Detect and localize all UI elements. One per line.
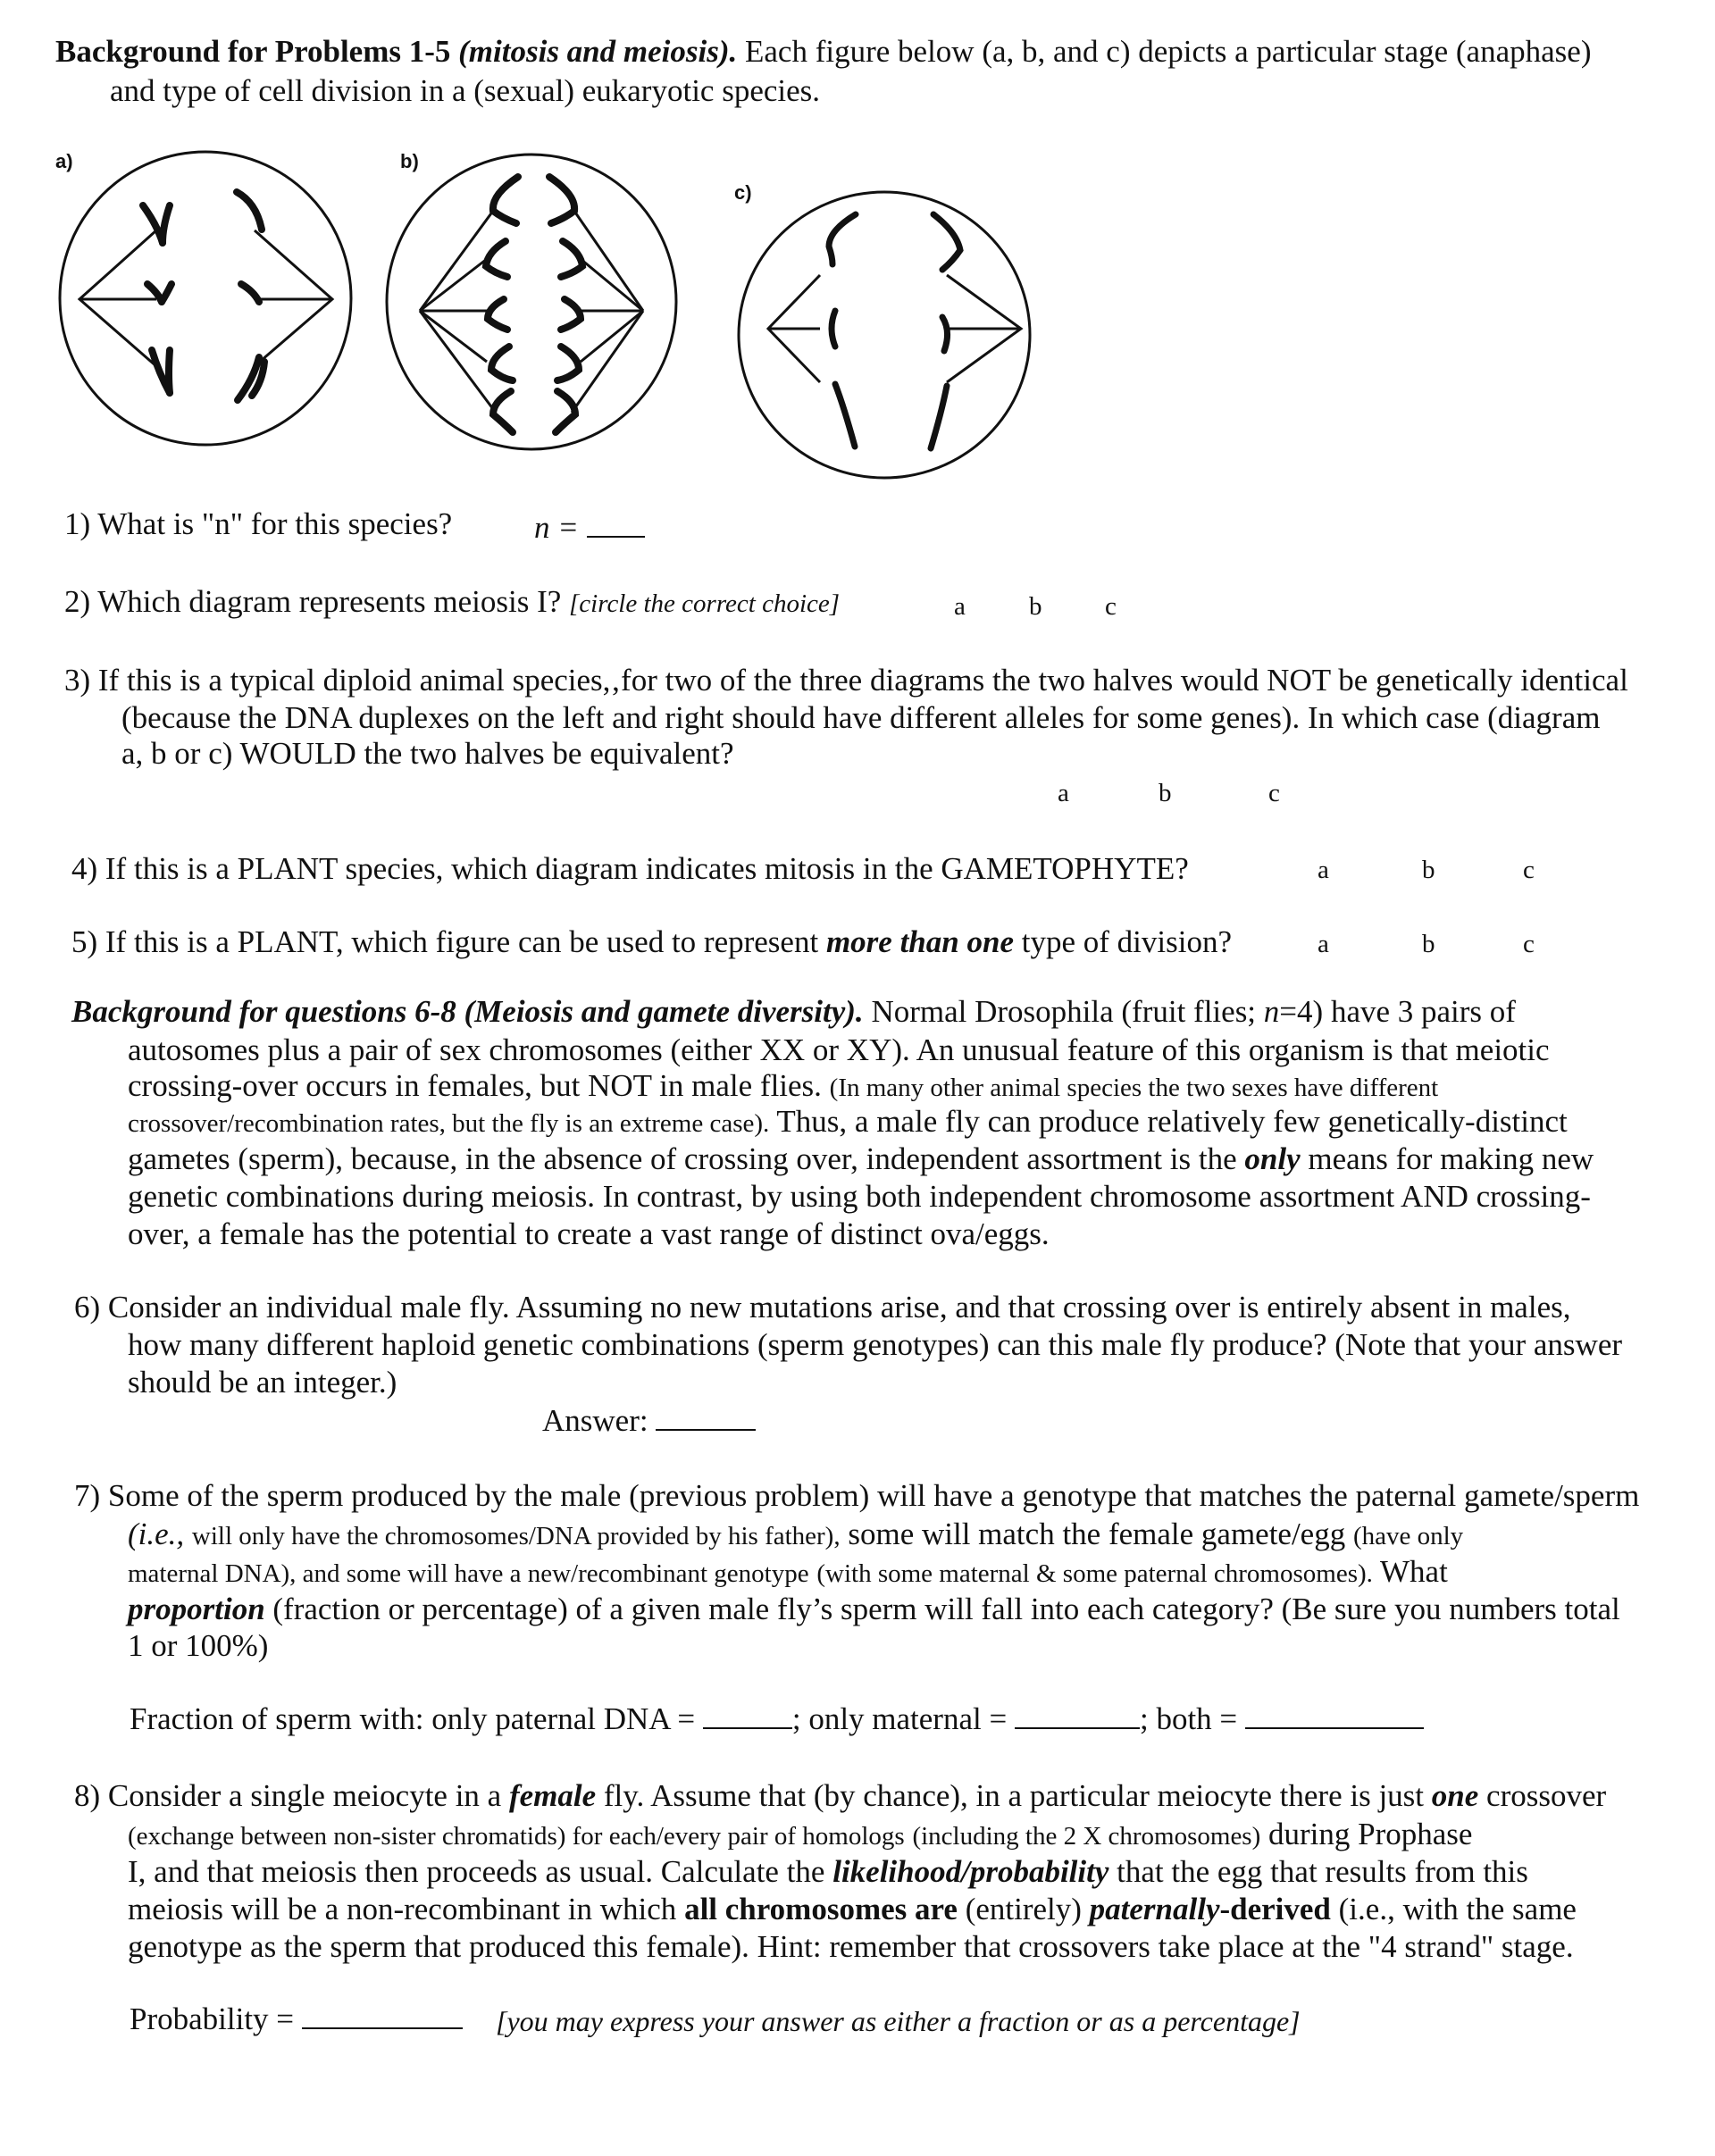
q7-l2-b: some will match the female gamete/egg [848,1517,1346,1551]
question-8-line2 [128,1818,1472,1850]
q8-l1-b: fly. Assume that (by chance), in a particular meiocyte there is just [603,1778,1425,1813]
figure-c-label: c) [734,181,752,204]
background-6-8-line1 [71,996,1516,1027]
question-1-answer [534,511,645,543]
bg68-l4-a: crossover/recombination rates, but the fly is an extreme case). [128,1109,770,1138]
q2-choice-a[interactable]: a [954,592,966,621]
q7-l4-b: (fraction or percentage) of a given male fly’s sperm will fall into each category? (Be sure you numbers total [272,1592,1620,1626]
question-5 [71,926,1232,957]
question-8-line3 [128,1856,1528,1887]
background-6-8-title: Background for questions 6-8 (Meiosis and gamete diversity). [71,994,864,1029]
question-5-text-a: 5) If this is a PLANT, which figure can be used to represent [71,924,819,959]
q8-l3-b: that the egg that results from this [1117,1854,1528,1889]
q8-l4-c: (i.e., with the same [1338,1892,1577,1926]
question-8-probability-row [130,2002,463,2035]
question-8-line5: genotype as the sperm that produced this female). Hint: remember that crossovers take place at the "4 strand" stage. [128,1929,1574,1964]
question-3-line3: a, b or c) WOULD the two halves be equivalent? [121,736,734,771]
bg68-l4-b: Thus, a male fly can produce relatively few genetically-distinct [776,1104,1568,1139]
q7-fill-both-label: ; both = [1139,1701,1238,1736]
q7-both-blank[interactable] [1245,1702,1424,1729]
background-6-8-line4 [128,1106,1568,1137]
q8-l1-a: 8) Consider a single meiocyte in a [74,1778,502,1813]
q7-l3-a: maternal DNA), and some will have a new/recombinant genotype [128,1559,809,1588]
cell-c-diagram [739,192,1030,478]
q2-choice-c[interactable]: c [1105,592,1117,621]
bg68-l5-a: gametes (sperm), because, in the absence of crossing over, independent assortment is the [128,1141,1237,1176]
cell-b-diagram [387,155,676,449]
q8-l2-c: during Prophase [1268,1817,1473,1851]
background-6-8-text-b: =4) have 3 pairs of [1279,994,1516,1029]
q8-entirely: (entirely) [965,1892,1082,1926]
q8-l4-a: meiosis will be a non-recombinant in which [128,1892,677,1926]
q7-fill-maternal-label: ; only maternal = [791,1701,1008,1736]
q2-choice-b[interactable]: b [1029,592,1042,621]
q7-proportion: proportion [128,1592,265,1626]
question-8-line1 [74,1780,1606,1811]
question-2-hint: [circle the correct choice] [569,589,841,618]
bg68-l3-b: (In many other animal species the two sexes have different [829,1074,1439,1102]
question-7-fill-row [130,1702,1424,1734]
q3-choice-c[interactable]: c [1268,779,1280,807]
q3-choice-a[interactable]: a [1058,779,1069,807]
question-1: 1) What is "n" for this species? [64,506,453,541]
question-4: 4) If this is a PLANT species, which diagram indicates mitosis in the GAMETOPHYTE? [71,851,1189,886]
q7-maternal-blank[interactable] [1015,1702,1140,1729]
background-1-5-line1 [55,36,1591,67]
q6-answer-blank[interactable] [656,1404,756,1431]
q7-ie: (i.e., [128,1517,185,1551]
question-5-emphasis: more than one [825,924,1014,959]
q8-one: one [1431,1778,1479,1813]
q8-l1-c: crossover [1486,1778,1607,1813]
q8-all-chromosomes: all chromosomes are [684,1892,958,1926]
q7-paternal-blank[interactable] [703,1702,792,1729]
q8-derived: -derived [1219,1892,1331,1926]
q7-l2-c: (have only [1352,1522,1464,1550]
background-1-5-text: Each figure below (a, b, and c) depicts a particular stage (anaphase) [745,34,1592,69]
q8-likelihood: likelihood/probability [832,1854,1109,1889]
background-1-5-line2: and type of cell division in a (sexual) eukaryotic species. [110,73,821,108]
q7-l3-c: What [1380,1554,1448,1589]
probability-hint: [you may express your answer as either a fraction or as a percentage] [496,2005,1301,2037]
question-3-line1: 3) If this is a typical diploid animal species,‚for two of the three diagrams the two halves would NOT be genetically identical [64,663,1628,698]
q7-l3-b: (with some maternal & some paternal chromosomes). [816,1559,1373,1588]
question-7-line1: 7) Some of the sperm produced by the male (previous problem) will have a genotype that matches the paternal gamete/sperm [74,1478,1640,1513]
question-6-answer [542,1404,756,1436]
q8-l2-a: (exchange between non-sister chromatids) for each/every pair of homologs [128,1822,905,1851]
q4-choice-a[interactable]: a [1318,856,1329,884]
q7-fill-paternal-label: Fraction of sperm with: only paternal DNA = [130,1701,696,1736]
question-6-line1: 6) Consider an individual male fly. Assuming no new mutations arise, and that crossing over is entirely absent in males, [74,1290,1571,1325]
q4-choice-c[interactable]: c [1523,856,1535,884]
figure-a-label: a) [55,150,73,172]
background-6-8-line5 [128,1143,1594,1174]
background-1-5-title: Background for Problems 1-5 [55,34,451,69]
bg68-l5-b: means for making new [1308,1141,1594,1176]
question-3-line2: (because the DNA duplexes on the left and right should have different alleles for some genes). In which case (diagram [121,700,1601,735]
background-6-8-line3 [128,1070,1438,1101]
question-8-line4 [128,1893,1577,1925]
q4-choice-b[interactable]: b [1422,856,1435,884]
question-7-line2 [128,1518,1463,1550]
background-6-8-text: Normal Drosophila (fruit flies; [871,994,1257,1029]
bg68-l5-emph: only [1244,1141,1301,1176]
q5-choice-c[interactable]: c [1523,930,1535,958]
question-2 [64,586,840,617]
figure-b-label: b) [400,150,419,172]
q7-l2-a: will only have the chromosomes/DNA provided by his father), [191,1522,841,1550]
bg68-l3-a: crossing-over occurs in females, but NOT in male flies. [128,1068,822,1103]
q8-l2-b: (including the 2 X chromosomes) [912,1822,1261,1851]
background-6-8-line6: genetic combinations during meiosis. In contrast, by using both independent chromosome assortment AND crossing- [128,1179,1591,1214]
answer-label: Answer: [542,1403,648,1438]
q5-choice-a[interactable]: a [1318,930,1329,958]
question-6-line3: should be an integer.) [128,1365,397,1400]
q3-choice-b[interactable]: b [1159,779,1172,807]
question-5-text-b: type of division? [1021,924,1232,959]
background-1-5-topic: (mitosis and meiosis). [458,34,738,69]
n-answer-blank[interactable] [587,511,645,538]
n-equals-label: n = [534,510,579,545]
probability-blank[interactable] [302,2002,463,2029]
question-7-line4 [128,1593,1620,1625]
question-2-text: 2) Which diagram represents meiosis I? [64,584,562,619]
probability-label: Probability = [130,2001,295,2036]
q8-female: female [508,1778,597,1813]
question-7-line5: 1 or 100%) [128,1628,269,1663]
background-6-8-line2: autosomes plus a pair of sex chromosomes (either XX or XY). An unusual feature of this organism is that meiotic [128,1032,1550,1067]
question-7-line3 [128,1556,1448,1587]
q8-l3-a: I, and that meiosis then proceeds as usual. Calculate the [128,1854,825,1889]
question-6-line2: how many different haploid genetic combinations (sperm genotypes) can this male fly produce? (Note that your answer [128,1327,1623,1362]
q8-paternally: paternally [1089,1892,1220,1926]
background-6-8-line7: over, a female has the potential to create a vast range of distinct ova/eggs. [128,1216,1050,1251]
q5-choice-b[interactable]: b [1422,930,1435,958]
cell-a-diagram [60,152,351,445]
n-italic: n [1263,994,1280,1029]
